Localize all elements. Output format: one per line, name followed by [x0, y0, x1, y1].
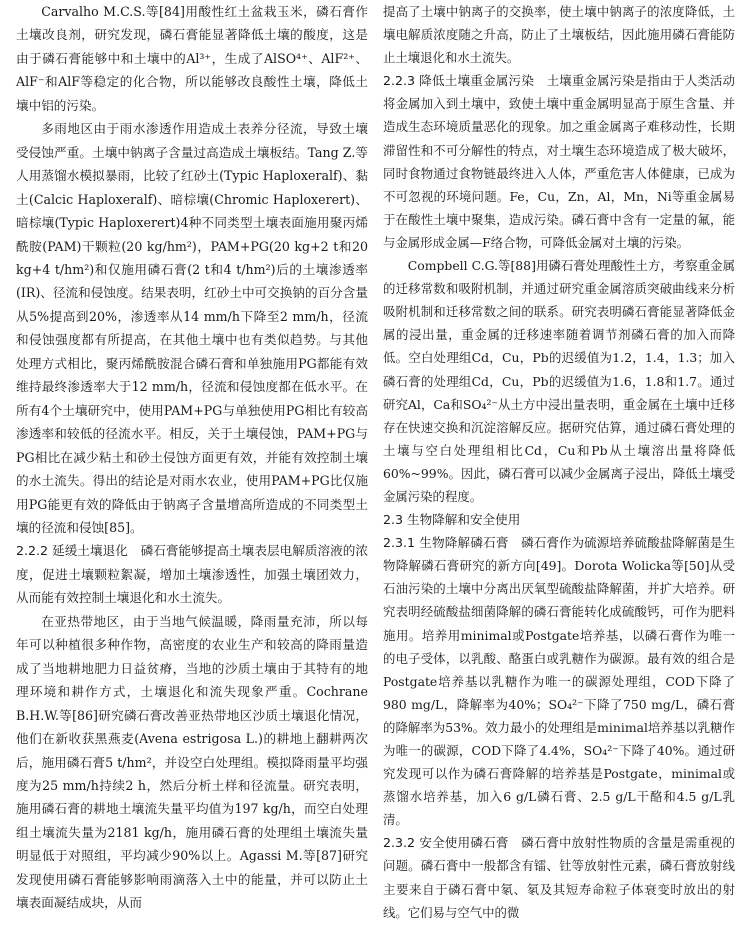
right-column [383, 0, 735, 924]
section-2-3-1-number: 2.3.1 [383, 535, 416, 551]
paragraph-subtropical: 在亚热带地区，由于当地气候温暖，降雨量充沛，所以每年可以种植很多种作物，高密度的农业生产和较高的降雨量造成了当地耕地肥力日益贫瘠，当地的沙质土壤由于其特有的地理环境和耕作方式，土壤退化和流失现象严重。Cochrane B.H.W.等[86]研究磷石膏改善亚热带地区沙质土壤退化情况，他们在新收获黑燕麦(Avena estrigosa L.)的耕地上翻耕两次后，施用磷石膏5 t/hm²，并设空白处理组。模拟降雨量平均强度为25 mm/h持续2 h，然后分析土样和径流量。研究表明，施用磷石膏的耕地土壤流失量平均值为197 kg/h，而空白处理组土壤流失量为2181 kg/h，施用磷石膏的处理组土壤流失量明显低于对照组，平均减少90%以上。Agassi M.等[87]研究发现使用磷石膏能够影响雨滴落入土中的能量，并可以防止土壤表面凝结成块，从而 [16, 613, 368, 911]
section-2-3-1-title: 生物降解磷石膏 [419, 535, 509, 551]
section-2-2-3 [383, 69, 735, 254]
section-2-2-3-title: 降低土壤重金属污染 [419, 73, 535, 89]
section-2-3-number: 2.3 [383, 512, 404, 528]
section-2-2-2-text: 磷石膏能够提高土壤表层电解质溶液的浓度，促进土壤颗粒絮凝，增加土壤渗透性，加强土壤团效力，从而能有效控制土壤退化和水土流失。 [16, 543, 369, 606]
section-2-3 [383, 508, 735, 531]
section-2-3-1-text: 磷石膏作为硫源培养硫酸盐降解菌是生物降解磷石膏研究的新方向[49]。Dorota Wolicka等[50]从受石油污染的土壤中分离出厌氧型硫酸盐降解菌，并扩大培养。研究表明经硫酸盐细菌降解的磷石膏能转化成硫酸钙，可作为肥料施用。培养用minimal或Postgate培养基，以磷石膏作为唯一的电子受体，以乳酸、酪蛋白或乳糖作为碳源。最有效的组合是Postgate培养基以乳糖作为唯一的碳源处理组，COD下降了980 mg/L，降解率为40%；SO₄²⁻下降了750 mg/L，磷石膏的降解率为53%。效力最小的处理组是minimal培养基以乳糖作为唯一的碳源，COD下降了4.4%，SO₄²⁻下降了40%。通过研究发现可以作为磷石膏降解的培养基是Postgate，minimal或蒸馏水培养基，加入6 g/L磷石膏、2.5 g/L干酪和4.5 g/L乳清。 [383, 535, 736, 828]
paragraph-rainfall-erosion: 多雨地区由于雨水渗透作用造成土表养分径流，导致土壤受侵蚀严重。土壤中钠离子含量过高造成土壤板结。Tang Z.等人用蒸馏水模拟暴雨，比较了红砂土(Typic Haploxeralf)、黏土(Calcic Haploxeralf)、暗棕壤(Chromic Haploxerert)、暗棕壤(Typic Haploxerert)4种不同类型土壤表面施用聚丙烯酰胺(PAM)干颗粒(20 kg/hm²)，PAM+PG(20 kg+2 t和20 kg+4 t/hm²)和仅施用磷石膏(2 t和4 t/hm²)后的土壤渗透率(IR)、径流和侵蚀度。结果表明，红砂土中可交换钠的百分含量从5%提高到20%，渗透率从14 mm/h下降至2 mm/h，径流和侵蚀强度都有所提高，在其他土壤中也有类似趋势。与其他处理方式相比，聚丙烯酰胺混合磷石膏和单独施用PG都能有效维持最终渗透率大于12 mm/h，径流和侵蚀度都在低水平。在所有4个土壤研究中，使用PAM+PG与单独使用PG相比有较高渗透率和较低的径流水平。相反，关于土壤侵蚀，PAM+PG与PG相比在减少粘土和砂土侵蚀方面更有效，并能有效控制土壤的水土流失。得出的结论是对雨水农业，使用PAM+PG比仅施用PG能更有效的降低由于钠离子含量增高所造成的不同类型土壤的径流和侵蚀[85]。 [16, 121, 368, 535]
paragraph-carvalho: Carvalho M.C.S.等[84]用酸性红土盆栽玉米，磷石膏作土壤改良剂，研究发现，磷石膏能显著降低土壤的酸度，这是由于磷石膏能够中和土壤中的Al³⁺，生成了AlSO⁴⁺、AlF²⁺、AlF⁻和AlF等稳定的化合物，所以能够改良酸性土壤，降低土壤中铝的污染。 [16, 4, 368, 113]
paragraph-compbell: Compbell C.G.等[88]用磷石膏处理酸性土方，考察重金属的迁移常数和吸附机制，并通过研究重金属溶质突破曲线来分析吸附机制和迁移常数之间的联系。研究表明磷石膏能显著降低金属的浸出量，重金属的迁移速率随着调节剂磷石膏的加入而降低。空白处理组Cd，Cu，Pb的迟缓值为1.2，1.4，1.3；加入磷石膏的处理组Cd，Cu，Pb的迟缓值为1.6，1.8和1.7。通过研究Al，Ca和SO₄²⁻从土方中浸出量表明，重金属在土壤中迁移存在快速交换和沉淀溶解反应。据研究估算，通过磷石膏处理的土壤与空白处理组相比Cd，Cu和Pb从土壤溶出量将降低60%~99%。因此，磷石膏可以减少金属离子浸出，降低土壤受金属污染的程度。 [383, 258, 735, 504]
section-2-2-2-title: 延缓土壤退化 [52, 543, 128, 559]
paragraph-continued: 提高了土壤中钠离子的交换率，使土壤中钠离子的浓度降低，土壤电解质浓度随之升高，防止了土壤板结，因此施用磷石膏能防止土壤退化和水土流失。 [383, 4, 735, 66]
section-2-3-2 [383, 831, 735, 923]
section-2-2-3-text: 土壤重金属污染是指由于人类活动将金属加入到土壤中，致使土壤中重金属明显高于原生含量、并造成生态环境质量恶化的现象。加之重金属离子难移动性，长期滞留性和不可分解性的特点，对土壤生态环境造成了极大破坏，同时食物通过食物链最终进入人体，严重危害人体健康，已成为不可忽视的环境问题。Fe，Cu，Zn，Al，Mn，Ni等重金属易于在酸性土壤中聚集，造成污染。磷石膏中含有一定量的氟，能与金属形成金属—F络合物，可降低金属对土壤的污染。 [383, 73, 736, 250]
section-2-3-title: 生物降解和安全使用 [406, 512, 521, 528]
left-column [16, 0, 368, 915]
section-2-3-1 [383, 531, 735, 831]
section-2-2-2 [16, 539, 368, 609]
section-2-3-2-text: 磷石膏中放射性物质的含量是需重视的问题。磷石膏中一般都含有镭、钍等放射性元素，磷石膏放射线主要来自于磷石膏中氡、氡及其短寿命粒子体衰变时放出的射线。它们易与空气中的微 [383, 835, 736, 920]
section-2-3-2-title: 安全使用磷石膏 [419, 835, 509, 851]
section-2-2-3-number: 2.2.3 [383, 73, 416, 89]
section-2-2-2-number: 2.2.2 [16, 543, 49, 559]
section-2-3-2-number: 2.3.2 [383, 835, 416, 851]
